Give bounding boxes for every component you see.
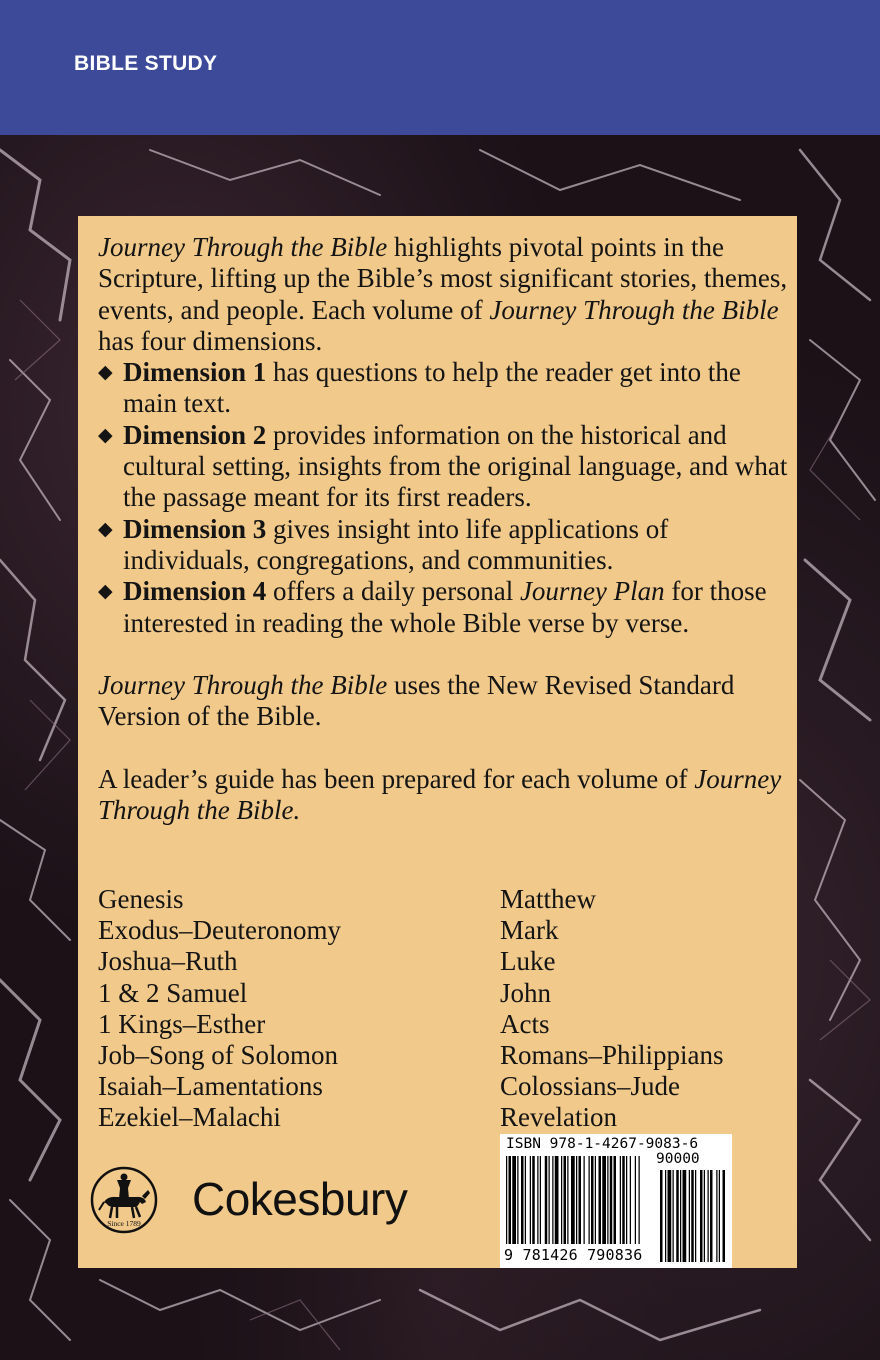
- barcode-bar: [599, 1156, 602, 1244]
- barcode-bar: [620, 1156, 621, 1244]
- barcode-bar: [517, 1156, 518, 1244]
- barcode-bar: [660, 1170, 663, 1262]
- barcode-bar: [584, 1156, 585, 1244]
- volume-item: Revelation: [500, 1102, 617, 1133]
- barcode-bar: [668, 1170, 672, 1262]
- volume-item: Mark: [500, 915, 559, 946]
- volume-item: Luke: [500, 946, 556, 977]
- barcode-bar: [614, 1156, 617, 1244]
- new-testament-volumes: [500, 884, 724, 1134]
- volume-item: Job–Song of Solomon: [98, 1040, 339, 1071]
- barcode-bar: [567, 1156, 568, 1244]
- barcode-bar: [532, 1156, 535, 1244]
- isbn-barcode: [500, 1134, 732, 1268]
- barcode-bar: [579, 1156, 582, 1244]
- barcode-bar: [723, 1170, 726, 1262]
- barcode-bar: [545, 1156, 548, 1244]
- series-title: Journey Through the Bible.: [98, 764, 782, 826]
- barcode-bar: [607, 1156, 608, 1244]
- barcode-bar: [521, 1156, 524, 1244]
- barcode-bar: [710, 1170, 713, 1262]
- barcode-bar: [549, 1156, 550, 1244]
- barcode-bar: [700, 1170, 703, 1262]
- price-addon-digits: 90000: [656, 1151, 700, 1167]
- barcode-bar: [595, 1156, 596, 1244]
- barcode-bar: [630, 1156, 631, 1244]
- volume-item: Isaiah–Lamentations: [98, 1071, 323, 1102]
- barcode-bar: [639, 1156, 640, 1244]
- barcode-bar: [680, 1170, 681, 1262]
- barcode-bar: [704, 1170, 705, 1262]
- ean-digits: 9 781426 790836: [504, 1246, 643, 1264]
- barcode-bar: [540, 1156, 541, 1244]
- barcode-bar: [716, 1170, 717, 1262]
- dimension-item: ◆ Dimension 4 offers a daily personal Journey Plan for those interested in reading the whole Bible verse by verse.: [98, 576, 767, 638]
- series-title: Journey Through the Bible: [98, 232, 388, 262]
- dimension-item: ◆ Dimension 3 gives insight into life applications of individuals, congregations, and communities.: [98, 513, 669, 575]
- diamond-bullet-icon: ◆: [98, 424, 113, 446]
- info-panel: [78, 216, 797, 1268]
- barcode-bar: [673, 1170, 674, 1262]
- barcode-bar: [591, 1156, 594, 1244]
- volume-item: Joshua–Ruth: [98, 946, 238, 977]
- barcode-bar: [719, 1170, 720, 1262]
- volume-item: John: [500, 977, 552, 1008]
- series-label: BIBLE STUDY: [74, 52, 218, 75]
- barcode-bar: [576, 1156, 577, 1244]
- logo-since-text: Since 1789: [107, 1219, 141, 1228]
- diamond-bullet-icon: ◆: [98, 581, 113, 603]
- intro-paragraph: Journey Through the Bible highlights pivotal points in the Scripture, lifting up the Bible’s most significant stories, themes, events, and people. Each volume of Journey Through the Bible has four dimensions.: [98, 232, 788, 356]
- description-text: [98, 232, 788, 827]
- volume-item: Genesis: [98, 884, 184, 914]
- barcode-bar: [509, 1156, 512, 1244]
- barcode-bar: [635, 1156, 636, 1244]
- version-paragraph: Journey Through the Bible uses the New Revised Standard Version of the Bible.: [98, 670, 735, 732]
- volume-item: Ezekiel–Malachi: [98, 1102, 281, 1133]
- volume-item: Matthew: [500, 884, 596, 914]
- dimension-item: ◆ Dimension 2 provides information on the historical and cultural setting, insights from the original language, and what the passage meant for its first readers.: [98, 419, 788, 513]
- barcode-bar: [552, 1156, 553, 1244]
- volume-item: Colossians–Jude: [500, 1071, 681, 1102]
- volume-item: Exodus–Deuteronomy: [98, 915, 341, 946]
- barcode-bar: [555, 1156, 559, 1244]
- barcode-bar: [665, 1170, 666, 1262]
- barcode-bar: [506, 1156, 507, 1244]
- isbn-text: ISBN 978-1-4267-9083-6: [506, 1136, 699, 1152]
- old-testament-volumes: [98, 884, 341, 1134]
- horse-rider-icon: [90, 1166, 158, 1234]
- barcode-bar: [530, 1156, 531, 1244]
- barcode-bar: [689, 1170, 690, 1262]
- volume-item: Acts: [500, 1008, 550, 1039]
- barcode-bar: [602, 1156, 606, 1244]
- barcode-bar: [626, 1156, 627, 1244]
- barcode-bar: [512, 1156, 516, 1244]
- volume-item: 1 & 2 Samuel: [98, 977, 248, 1008]
- volume-item: 1 Kings–Esther: [98, 1008, 266, 1039]
- leader-guide-paragraph: A leader’s guide has been prepared for each volume of Journey Through the Bible.: [98, 764, 782, 826]
- barcode-bar: [695, 1170, 696, 1262]
- diamond-bullet-icon: ◆: [98, 518, 113, 540]
- publisher-name: Cokesbury: [192, 1173, 408, 1225]
- diamond-bullet-icon: ◆: [98, 362, 113, 384]
- series-band: [0, 0, 880, 135]
- barcode-bar: [676, 1170, 679, 1262]
- barcode-bar: [683, 1170, 687, 1262]
- barcode-bar: [561, 1156, 562, 1244]
- volume-item: Romans–Philippians: [500, 1040, 724, 1071]
- barcode-bar: [571, 1156, 575, 1244]
- barcode-bar: [589, 1156, 590, 1244]
- barcode-bar: [564, 1156, 567, 1244]
- dimension-item: ◆ Dimension 1 has questions to help the reader get into the main text.: [98, 357, 741, 419]
- barcode-bar: [708, 1170, 709, 1262]
- barcode-bar: [537, 1156, 538, 1244]
- barcode-bar: [610, 1156, 613, 1244]
- series-title: Journey Through the Bible: [489, 294, 779, 325]
- barcode-bar: [691, 1170, 694, 1262]
- barcode-bar: [525, 1156, 526, 1244]
- series-title: Journey Through the Bible: [98, 670, 388, 701]
- barcode-bar: [622, 1156, 625, 1244]
